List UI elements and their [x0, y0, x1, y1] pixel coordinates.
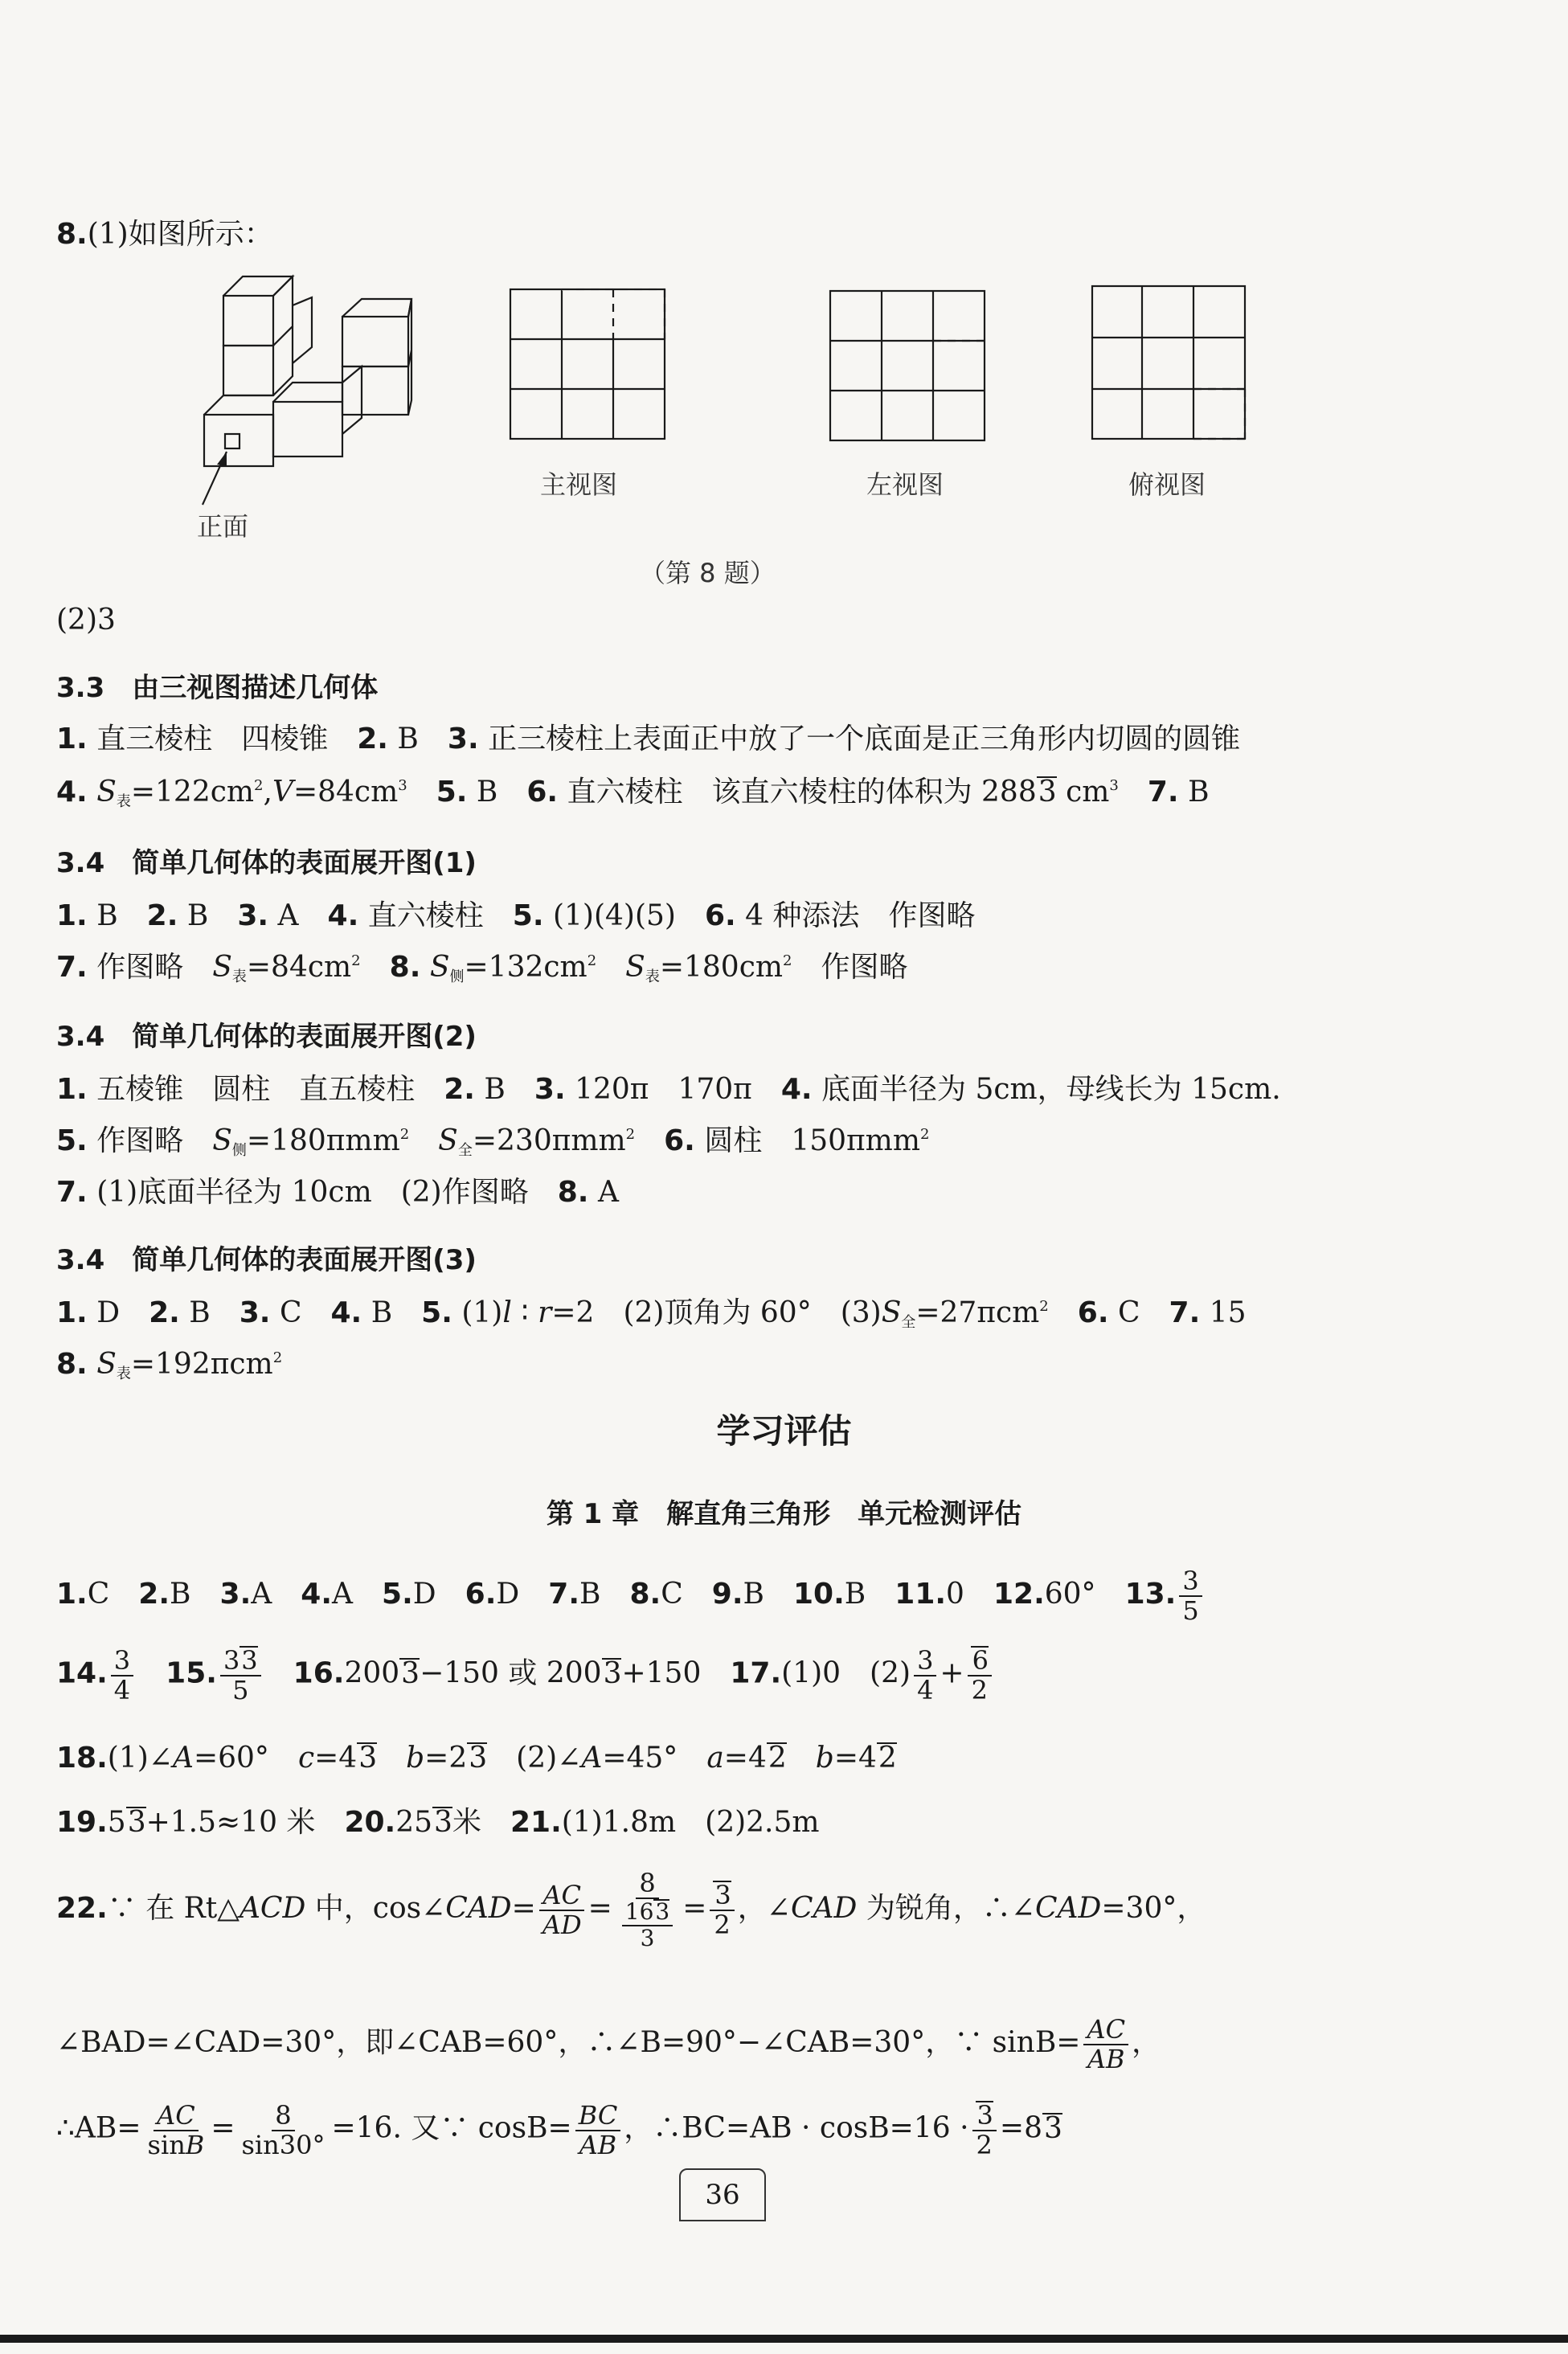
- s33-line1: 1. 直三棱柱 四棱锥 2. B 3. 正三棱柱上表面正中放了一个底面是正三角形内切圆的圆锥: [56, 723, 1241, 755]
- eval-q22-line2: ∠BAD=∠CAD=30°，即∠CAB=60°，∴∠B=90°−∠CAB=30°，∵ sinB= $\frac{AC}{AB}$ ，: [56, 2014, 1161, 2075]
- label-main-view: 主视图: [540, 469, 618, 500]
- s34a-line1: 1. B 2. B 3. A 4. 直六棱柱 5. (1)(4)(5) 6. 4 种添法 作图略: [56, 899, 976, 932]
- eval-line4: 19.53+1.5≈10 米 20.253米 21.(1)1.8m (2)2.5m: [56, 1806, 820, 1839]
- eval-title: 学习评估: [716, 1411, 852, 1451]
- eval-line3: 18.(1)∠A=60° c=43 b=23 (2)∠A=45° a=42 b=42: [56, 1742, 897, 1775]
- section-3-3: 3.3 由三视图描述几何体: [56, 672, 379, 704]
- isometric-cubes: [204, 276, 411, 466]
- s34b-line1: 1. 五棱锥 圆柱 直五棱柱 2. B 3. 120π 170π 4. 底面半径为 5cm，母线长为 15cm.: [56, 1073, 1281, 1106]
- section-3-4-2: 3.4 简单几何体的表面展开图(2): [56, 1021, 477, 1053]
- label-front: 正面: [197, 511, 249, 542]
- q8-intro-text: (1)如图所示：: [87, 218, 273, 251]
- section-3-4-1: 3.4 简单几何体的表面展开图(1): [56, 847, 477, 879]
- eval-q22-line3: ∴AB= $\frac{AC}{\sin B}$ = $\frac{8}{\sin 30^\circ}$ =16. 又∵ cosB= $\frac{BC}{AB}$ ，∴BC=AB · cosB=16 · $\frac{3}{2}$ =83: [56, 2099, 1062, 2161]
- arrow-head: [217, 452, 227, 466]
- page-number: 36: [679, 2168, 766, 2221]
- q8-number: 8.: [56, 218, 88, 251]
- eval-line2: 14. $\frac{3}{4}$ 15. $\frac{33}{5}$ 16.2003−150 或 2003+150 17.(1)0 (2) $\frac{3}{4}$ + $\frac{6}{2}$: [56, 1646, 995, 1705]
- eval-q22-line1: 22.∵ 在 Rt△ACD 中，cos∠CAD= $\frac{AC}{AD}$ = $\frac{8}{\frac{163}{3}}$ = $\frac{3}{2}$ ，∠CAD 为锐角，∴∠CAD=30°，: [56, 1868, 1206, 1951]
- s34c-line1: 1. D 2. B 3. C 4. B 5. (1)l ∶ r=2 (2)顶角为 60° $(3)S_全=27\pi cm^2$ 6. C 7. 15: [56, 1296, 1247, 1331]
- label-top-view: 俯视图: [1128, 469, 1206, 500]
- left-view-grid: [830, 291, 985, 440]
- s34b-line2: 5. 作图略 $S_侧=180\pi mm^2$ $S_全=230\pi mm^2$ 6. 圆柱 150πmm$^2$: [56, 1124, 930, 1159]
- chapter-title: 第 1 章 解直角三角形 单元检测评估: [546, 1498, 1022, 1530]
- s33-line2: 4. $S_表=122cm^2,V=84cm^3$ 5. B 6. 直六棱柱 该直六棱柱的体积为 2883 $cm^3$ 7. B: [56, 776, 1210, 810]
- figure-caption: （第 8 题）: [640, 558, 776, 588]
- q8-part2: (2)3: [56, 604, 116, 637]
- bottom-edge: [0, 2335, 1568, 2343]
- label-left-view: 左视图: [866, 469, 944, 500]
- s34b-line3: 7. (1)底面半径为 10cm (2)作图略 8. A: [56, 1176, 619, 1209]
- eval-line1: 1.C 2.B 3.A 4.A 5.D 6.D 7.B 8.C 9.B 10.B 11.0 12.60° 13. $\frac{3}{5}$: [56, 1567, 1206, 1625]
- main-view-grid: [510, 289, 665, 439]
- s34c-line2: 8. $S_表=192\pi cm^2$: [56, 1348, 283, 1382]
- top-view-grid: [1092, 286, 1245, 439]
- s34a-line2: 7. 作图略 $S_表=84cm^2$ 8. $S_侧=132cm^2$ $S_表=180cm^2$ 作图略: [56, 951, 908, 985]
- section-3-4-3: 3.4 简单几何体的表面展开图(3): [56, 1244, 477, 1276]
